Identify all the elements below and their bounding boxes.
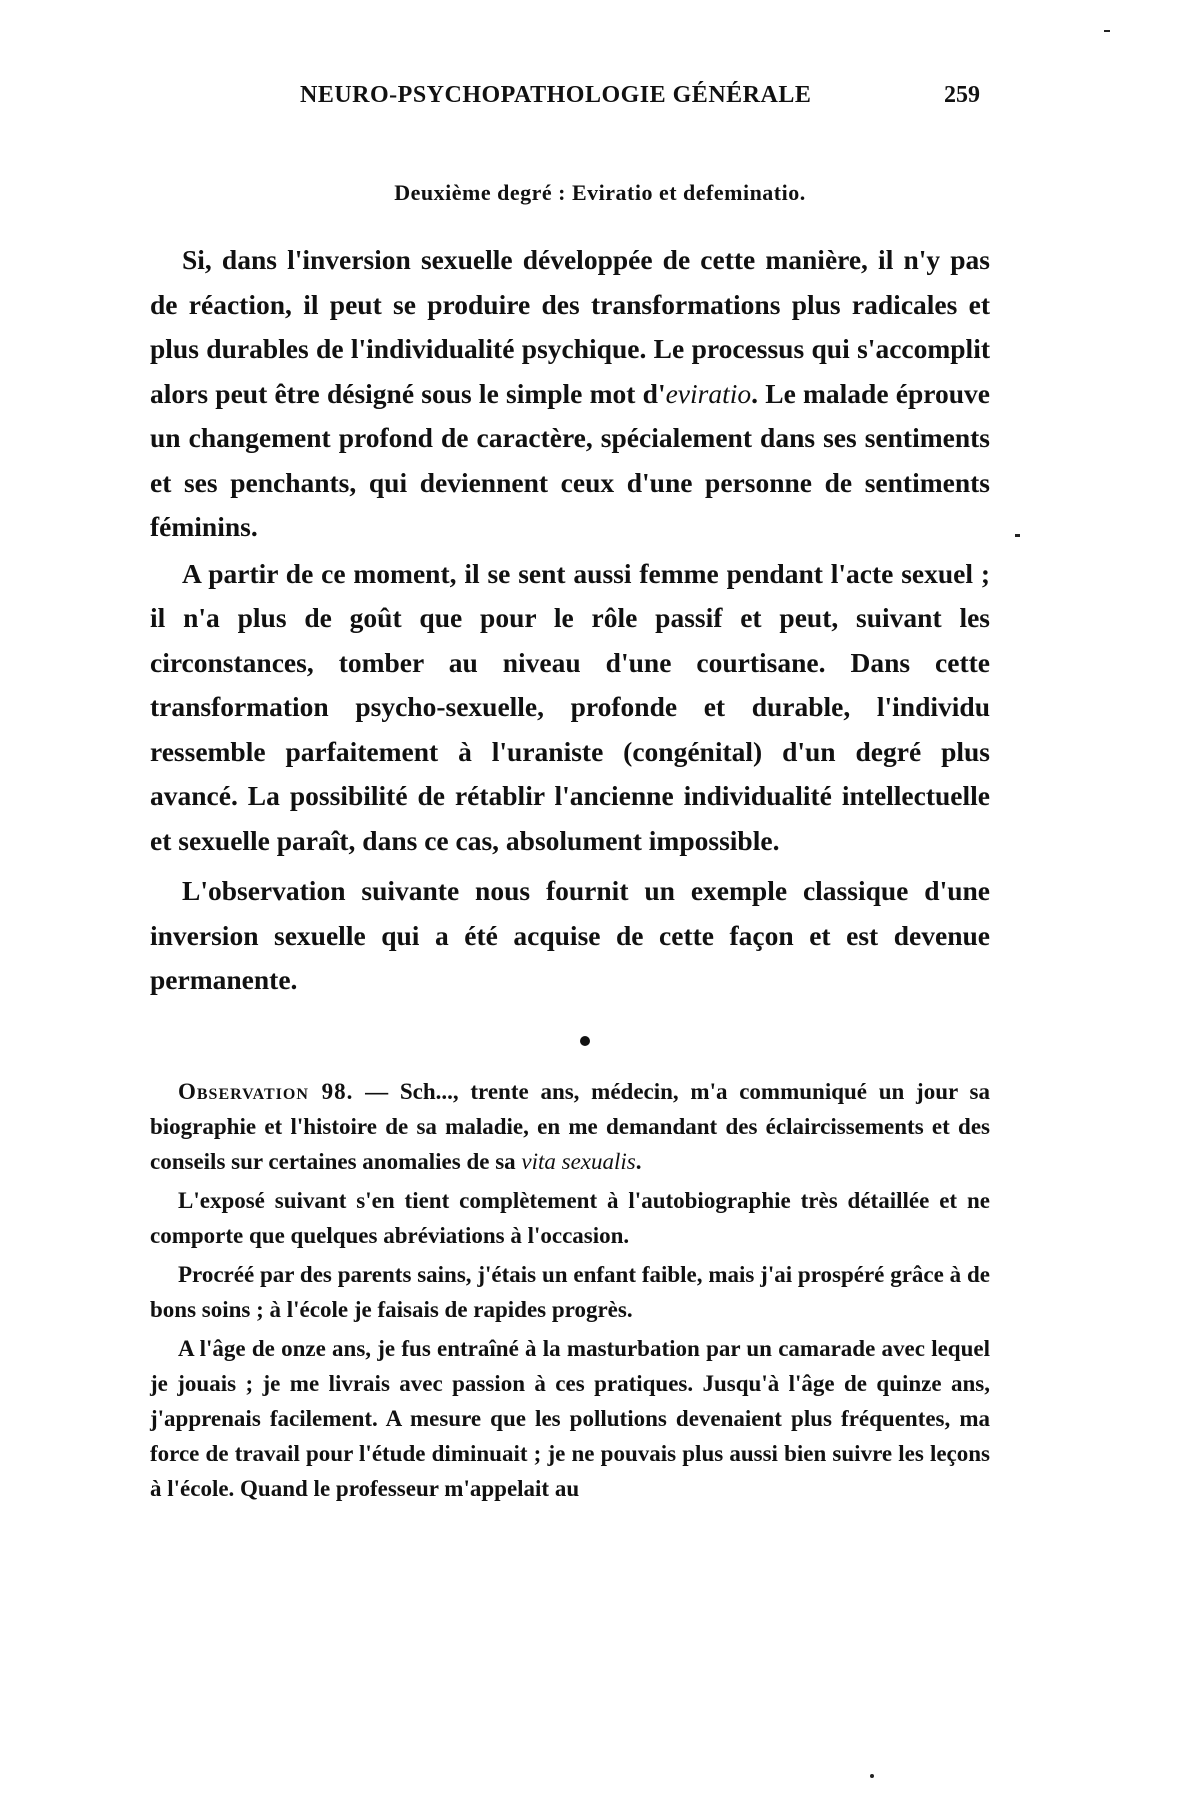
observation-intro-before: — Sch..., trente ans, médecin, m'a communiqué un jour sa biographie et l'histoire de sa maladie, en me demandant des éclaircissements et des conseils sur certaines anomalies de sa bbox=[150, 1079, 990, 1174]
section-heading: Deuxième degré : Eviratio et defeminatio. bbox=[394, 180, 806, 205]
paragraph-transformation: A partir de ce moment, il se sent aussi femme pendant l'acte sexuel ; il n'a plus de goût que pour le rôle passif et peut, suivant les circonstances, tomber au niveau d'une courtisane. Dans cette transformation psycho-sexuelle, profonde et durable, l'individu ressemble parfaitement à l'uraniste (congénital) d'un degré plus avancé. La possibilité de rétablir l'ancienne individualité intellectuelle et sexuelle paraît, dans ce cas, absolument impossible. bbox=[150, 557, 990, 856]
paragraph-observation-intro: L'observation suivante nous fournit un exemple classique d'une inversion sexuelle qui a été acquise de cette façon et est devenue permanente. bbox=[150, 875, 990, 995]
observation-intro-after: . bbox=[635, 1149, 642, 1174]
bullet-mark bbox=[580, 1036, 590, 1046]
observation-paragraph: L'exposé suivant s'en tient complètement à l'autobiographie très détaillée et ne comporte que quelques abréviations à l'occasion. bbox=[150, 1188, 990, 1248]
print-speck bbox=[1015, 534, 1020, 537]
observation-paragraph: Procréé par des parents sains, j'étais un enfant faible, mais j'ai prospéré grâce à de bons soins ; à l'école je faisais de rapides progrès. bbox=[150, 1262, 990, 1322]
term-vita-sexualis: vita sexualis bbox=[521, 1149, 636, 1174]
paragraph-eviratio-after: . Le malade éprouve un changement profond de caractère, spécialement dans ses sentiments et ses penchants, qui deviennent ceux d'une personne de sentiments féminins. bbox=[150, 377, 990, 542]
paragraph-eviratio-before: Si, dans l'inversion sexuelle développée de cette manière, il n'y pas de réaction, il peut se produire des transformations plus radicales et plus durables de l'individualité psychique. Le processus qui s'accomplit alors peut être désigné sous le simple mot d' bbox=[150, 244, 990, 409]
print-speck bbox=[1104, 30, 1110, 32]
page-number: 259 bbox=[944, 82, 980, 108]
running-head bbox=[300, 82, 980, 122]
observation-text bbox=[150, 1074, 990, 1506]
print-speck bbox=[870, 1774, 874, 1778]
paragraph-eviratio bbox=[150, 238, 990, 550]
observation-label: Observation 98. bbox=[178, 1079, 354, 1104]
main-text bbox=[150, 238, 990, 1003]
term-eviratio: eviratio bbox=[665, 377, 752, 409]
running-title: NEURO-PSYCHOPATHOLOGIE GÉNÉRALE bbox=[300, 82, 812, 108]
observation-intro bbox=[150, 1074, 990, 1179]
observation-paragraph: A l'âge de onze ans, je fus entraîné à la masturbation par un camarade avec lequel je jouais ; je me livrais avec passion à ces pratiques. Jusqu'à l'âge de quinze ans, j'apprenais facilement. A mesure que les pollutions devenaient plus fréquentes, ma force de travail pour l'étude diminuait ; je ne pouvais plus aussi bien suivre les leçons à l'école. Quand le professeur m'appelait au bbox=[150, 1336, 990, 1501]
